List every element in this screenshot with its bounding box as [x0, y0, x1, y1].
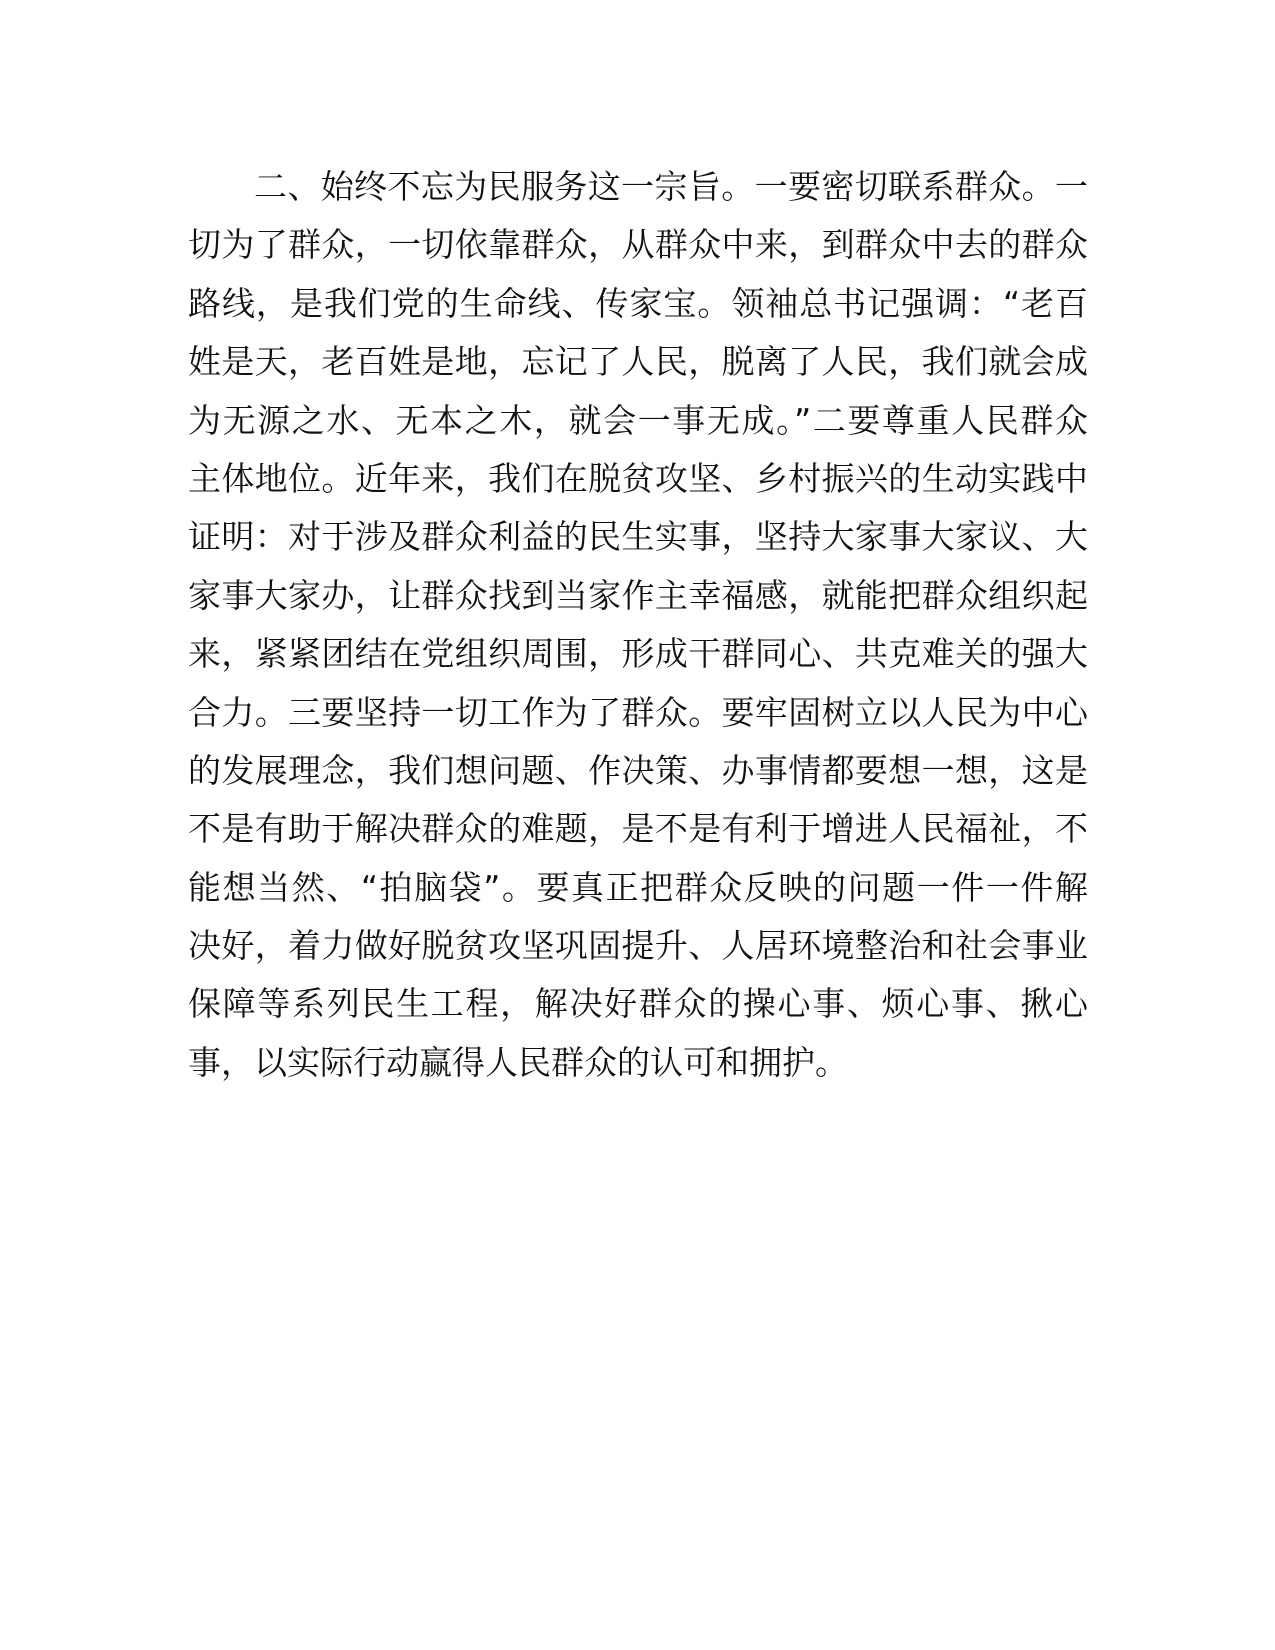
paragraph-line-11: 的发展理念，我们想问题、作决策、办事情都要想一想，这是 [188, 750, 1088, 790]
paragraph-line-10: 合力。三要坚持一切工作为了群众。要牢固树立以人民为中心 [188, 692, 1088, 732]
paragraph-line-3: 路线，是我们党的生命线、传家宝。领袖总书记强调：“老百 [188, 283, 1088, 323]
paragraph-line-6: 主体地位。近年来，我们在脱贫攻坚、乡村振兴的生动实践中 [188, 458, 1088, 498]
paragraph-line-14: 决好，着力做好脱贫攻坚巩固提升、人居环境整治和社会事业 [188, 926, 1088, 966]
paragraph-line-2: 切为了群众，一切依靠群众，从群众中来，到群众中去的群众 [188, 225, 1088, 265]
paragraph-line-9: 来，紧紧团结在党组织周围，形成干群同心、共克难关的强大 [188, 634, 1088, 674]
paragraph-line-5: 为无源之水、无本之木，就会一事无成。”二要尊重人民群众 [188, 400, 1088, 440]
paragraph-line-12: 不是有助于解决群众的难题，是不是有利于增进人民福祉，不 [188, 809, 1088, 849]
paragraph-line-15: 保障等系列民生工程，解决好群众的操心事、烦心事、揪心 [188, 984, 1088, 1024]
body-paragraph [188, 158, 1088, 1092]
paragraph-line-1: 二、始终不忘为民服务这一宗旨。一要密切联系群众。一 [254, 167, 1088, 206]
paragraph-line-8: 家事大家办，让群众找到当家作主幸福感，就能把群众组织起 [188, 575, 1088, 615]
paragraph-line-4: 姓是天，老百姓是地，忘记了人民，脱离了人民，我们就会成 [188, 342, 1088, 382]
paragraph-line-13: 能想当然、“拍脑袋”。要真正把群众反映的问题一件一件解 [188, 867, 1088, 907]
paragraph-line-7: 证明：对于涉及群众利益的民生实事，坚持大家事大家议、大 [188, 517, 1088, 557]
paragraph-line-16: 事，以实际行动赢得人民群众的认可和拥护。 [188, 1042, 848, 1082]
